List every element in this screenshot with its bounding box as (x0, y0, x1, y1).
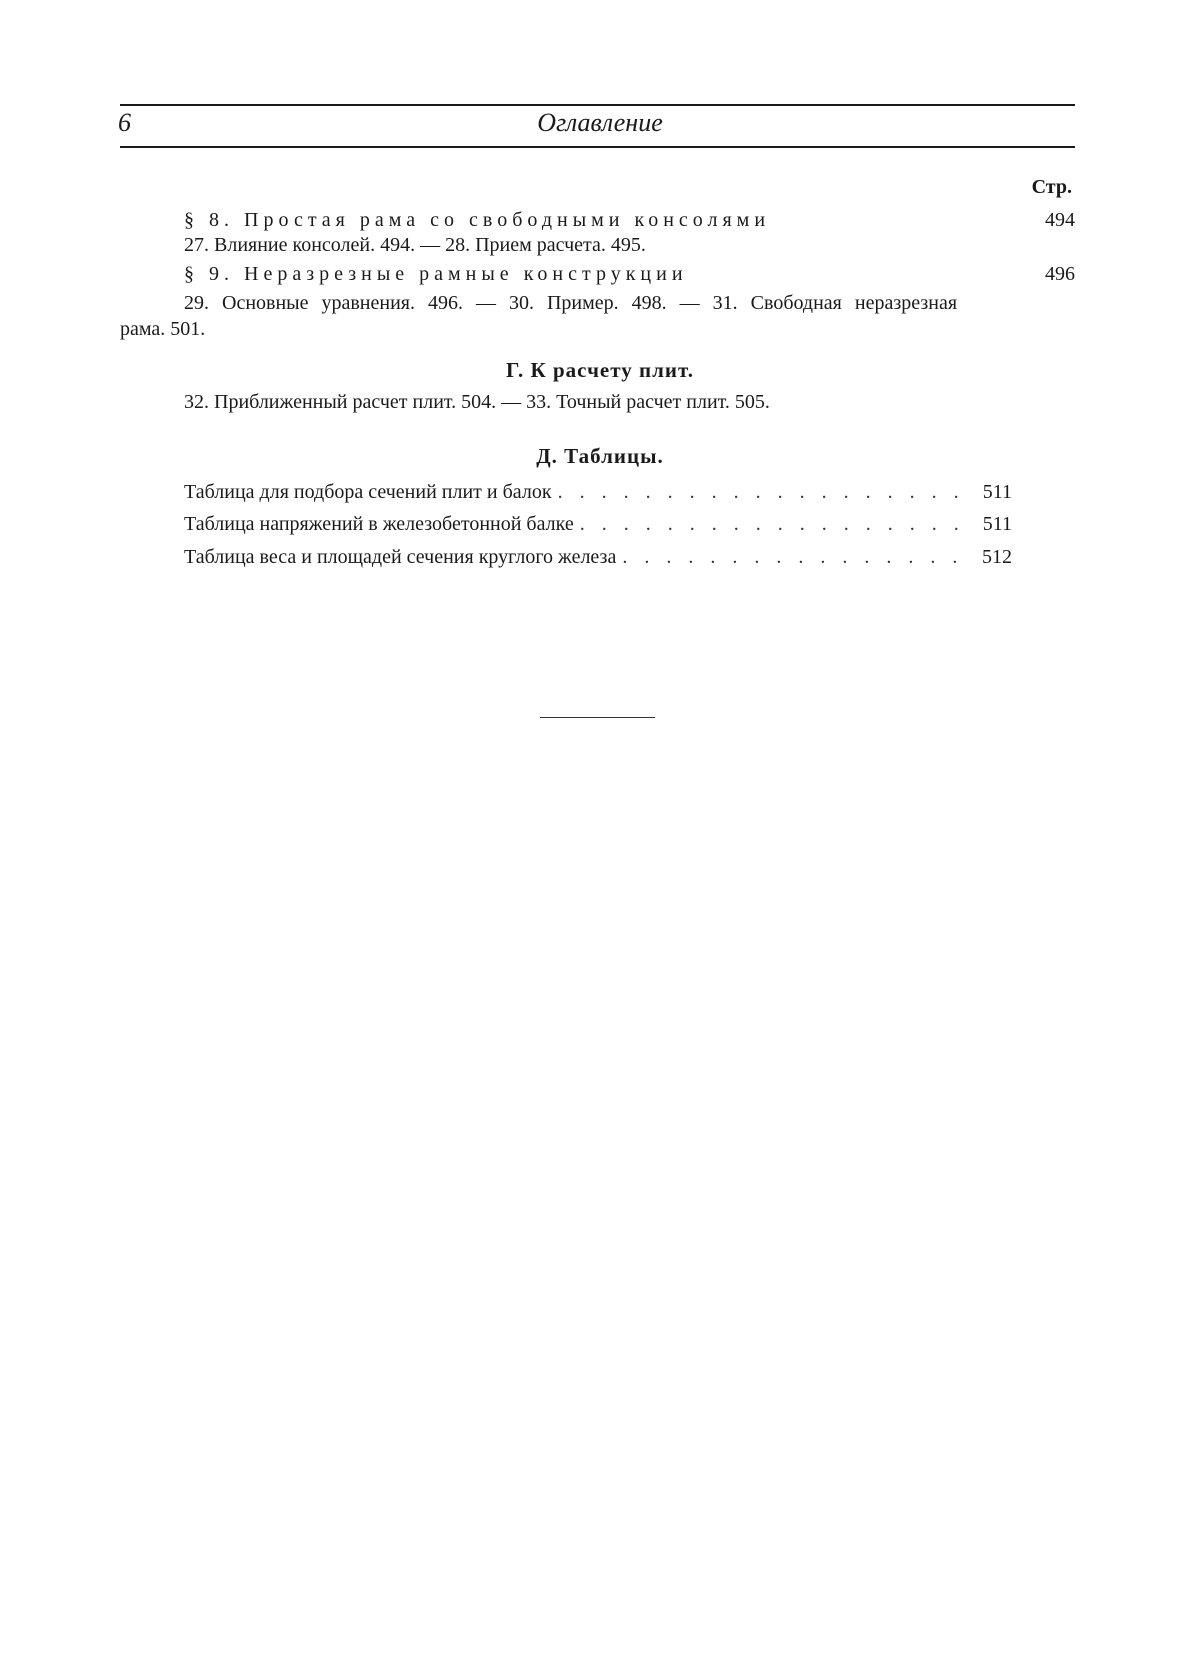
section-9-details-line2: рама. 501. (120, 318, 206, 340)
table-entry-page: 511 (982, 513, 1012, 535)
section-8-details: 27. Влияние консолей. 494. — 28. Прием расчета. 495. (184, 234, 646, 256)
table-entry-page: 512 (982, 546, 1012, 568)
header-rule-top (120, 104, 1075, 106)
page-number: 6 (118, 108, 131, 137)
running-title: Оглавление (537, 108, 663, 137)
part-g-details: 32. Приближенный расчет плит. 504. — 33. Точный расчет плит. 505. (184, 391, 770, 413)
section-9-title: § 9. Неразрезные рамные конструкции (184, 263, 688, 285)
leader-dots (558, 480, 958, 504)
page-column-label: Стр. (1031, 176, 1072, 198)
table-entry-title: Таблица для подбора сечений плит и балок (184, 481, 552, 503)
part-d-heading: Д. Таблицы. (536, 444, 664, 468)
leader-dots (580, 512, 958, 536)
section-8-page: 494 (1045, 209, 1075, 231)
table-entry-page: 511 (982, 481, 1012, 503)
header-rule-bottom (120, 146, 1075, 148)
end-rule (540, 717, 655, 718)
section-9-page: 496 (1045, 263, 1075, 285)
section-8-title: § 8. Простая рама со свободными консолями (184, 209, 771, 231)
leader-dots (622, 545, 958, 569)
part-g-heading: Г. К расчету плит. (506, 358, 694, 382)
table-entry (184, 512, 1012, 536)
section-9-details-line1: 29. Основные уравнения. 496. — 30. Пример. 498. — 31. Свободная неразрезная (184, 292, 958, 314)
table-entry (184, 480, 1012, 504)
table-entry (184, 545, 1012, 569)
table-entry-title: Таблица напряжений в железобетонной балке (184, 513, 574, 535)
table-entry-title: Таблица веса и площадей сечения круглого железа (184, 546, 617, 568)
